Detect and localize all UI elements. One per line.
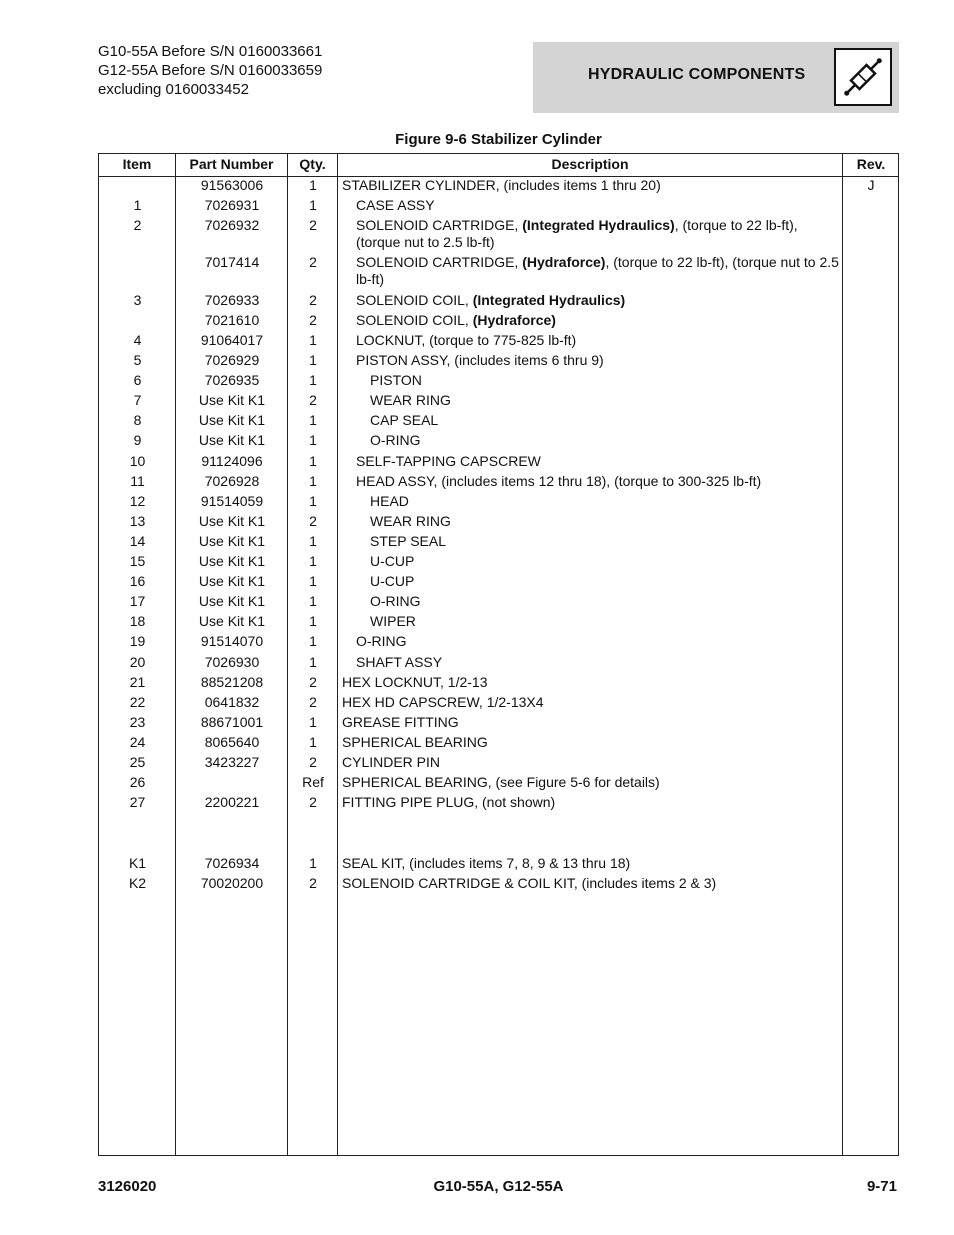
description-cell [342,533,840,550]
part-number-cell: 7021610 [204,312,260,328]
description-text: FITTING PIPE PLUG, (not shown) [342,794,556,810]
item-cell: 14 [129,533,146,549]
item-cell: 21 [129,674,146,690]
description-text: O-RING [370,593,421,609]
description-text: STABILIZER CYLINDER, (includes items 1 thru 20) [342,177,661,193]
item-cell: 26 [129,774,146,790]
description-text: HEX HD CAPSCREW, 1/2-13X4 [342,694,544,710]
qty-cell: 1 [309,453,317,469]
item-cell: 17 [129,593,146,609]
footer-models: G10-55A, G12-55A [433,1178,564,1195]
description-tail-text: , (torque to 22 lb-ft), (torque nut to 2.5 lb-ft) [356,217,798,250]
part-number-cell: Use Kit K1 [198,533,266,549]
item-cell: 2 [133,217,142,233]
item-cell: 9 [133,432,142,448]
qty-cell: 2 [309,513,317,529]
column-divider [842,154,843,1155]
parts-table [98,153,899,1156]
description-cell [342,332,840,349]
item-cell: 22 [129,694,146,710]
description-text: PISTON [370,372,422,388]
description-cell [342,754,840,771]
description-cell [342,352,840,369]
description-text: SPHERICAL BEARING [342,734,488,750]
part-number-cell: 8065640 [204,734,260,750]
header-item: Item [122,156,152,172]
item-cell: 25 [129,754,146,770]
part-number-cell: 70020200 [200,875,264,891]
description-text: HEX LOCKNUT, 1/2-13 [342,674,488,690]
description-tail-text: , (torque to 22 lb-ft), (torque nut to 2.5 lb-ft) [356,254,839,287]
hydraulic-cylinder-icon-graphic [836,50,890,104]
qty-cell: 2 [309,392,317,408]
item-cell: 20 [129,654,146,670]
description-text: SOLENOID CARTRIDGE, [356,217,523,233]
item-cell: 13 [129,513,146,529]
description-text: CASE ASSY [356,197,435,213]
model-line: G10-55A Before S/N 0160033661 [98,43,323,60]
item-cell: 4 [133,332,142,348]
footer-document-number: 3126020 [98,1178,157,1195]
description-text: U-CUP [370,553,415,569]
part-number-cell: 7026931 [204,197,260,213]
qty-cell: 1 [309,493,317,509]
description-text: SEAL KIT, (includes items 7, 8, 9 & 13 thru 18) [342,855,631,871]
qty-cell: 2 [309,292,317,308]
description-cell [342,197,840,214]
part-number-cell: 7026930 [204,654,260,670]
part-number-cell: 91563006 [200,177,264,193]
part-number-cell: Use Kit K1 [198,412,266,428]
header-description: Description [551,156,629,172]
description-text: HEAD ASSY, (includes items 12 thru 18), (torque to 300-325 lb-ft) [356,473,762,489]
part-number-cell: 2200221 [204,794,260,810]
qty-cell: 1 [309,177,317,193]
qty-cell: 1 [309,633,317,649]
qty-cell: 1 [309,734,317,750]
item-cell: 7 [133,392,142,408]
description-text: WEAR RING [370,513,451,529]
part-number-cell: 7026935 [204,372,260,388]
description-cell [342,855,840,872]
qty-cell: 2 [309,254,317,270]
qty-cell: 2 [309,875,317,891]
description-text: U-CUP [370,573,415,589]
item-cell: 11 [130,473,145,489]
qty-cell: 1 [309,593,317,609]
qty-cell: 1 [309,473,317,489]
qty-cell: 1 [309,613,317,629]
hydraulic-cylinder-icon [834,48,892,106]
description-text: LOCKNUT, (torque to 775-825 lb-ft) [356,332,577,348]
qty-cell: 2 [309,754,317,770]
item-cell: 19 [129,633,146,649]
description-cell [342,553,840,570]
section-title: HYDRAULIC COMPONENTS [588,66,806,83]
part-number-cell: 7026928 [204,473,260,489]
description-cell [342,774,840,791]
description-cell [342,392,840,409]
qty-cell: 1 [309,352,317,368]
item-cell: K2 [128,875,147,891]
qty-cell: 2 [309,312,317,328]
item-cell: 1 [133,197,142,213]
part-number-cell: 7017414 [204,254,260,270]
description-cell [342,473,840,490]
qty-cell: 1 [309,332,317,348]
description-cell [342,453,840,470]
rev-cell: J [867,177,875,193]
description-text: WEAR RING [370,392,451,408]
item-cell: 5 [133,352,142,368]
part-number-cell: 91514059 [200,493,264,509]
description-text: CAP SEAL [370,412,439,428]
model-applicability [98,42,322,99]
part-number-cell: 91514070 [200,633,264,649]
description-cell [342,794,840,811]
qty-cell: 1 [309,412,317,428]
description-cell [342,674,840,691]
description-cell [342,312,840,329]
description-cell [342,654,840,671]
part-number-cell: Use Kit K1 [198,392,266,408]
qty-cell: 1 [309,714,317,730]
description-bold-text: (Integrated Hydraulics) [522,217,675,233]
qty-cell: 2 [309,794,317,810]
description-cell [342,254,840,288]
description-text: PISTON ASSY, (includes items 6 thru 9) [356,352,604,368]
qty-cell: 1 [309,197,317,213]
part-number-cell: Use Kit K1 [198,573,266,589]
part-number-cell: 7026934 [204,855,260,871]
qty-cell: 1 [309,432,317,448]
model-line: excluding 0160033452 [98,81,249,98]
description-cell [342,734,840,751]
qty-cell: 1 [309,372,317,388]
qty-cell: 2 [309,674,317,690]
part-number-cell: Use Kit K1 [198,513,266,529]
description-text: SOLENOID COIL, [356,292,473,308]
description-text: SOLENOID CARTRIDGE & COIL KIT, (includes items 2 & 3) [342,875,717,891]
description-cell [342,513,840,530]
item-cell: 6 [133,372,142,388]
description-text: SELF-TAPPING CAPSCREW [356,453,541,469]
description-cell [342,412,840,429]
description-cell [342,633,840,650]
item-cell: 23 [129,714,146,730]
description-cell [342,714,840,731]
part-number-cell: 91064017 [200,332,264,348]
item-cell: 16 [129,573,146,589]
description-cell [342,372,840,389]
part-number-cell: Use Kit K1 [198,593,266,609]
qty-cell: 1 [309,553,317,569]
description-cell [342,493,840,510]
description-text: CYLINDER PIN [342,754,441,770]
description-bold-text: (Hydraforce) [522,254,606,270]
description-cell [342,573,840,590]
description-cell [342,432,840,449]
description-text: SOLENOID CARTRIDGE, [356,254,523,270]
qty-cell: 1 [309,855,317,871]
qty-cell: 2 [309,217,317,233]
item-cell: 12 [129,493,146,509]
item-cell: 27 [129,794,146,810]
item-cell: 10 [129,453,146,469]
header-qty: Qty. [299,156,326,172]
part-number-cell: 91124096 [201,453,263,469]
item-cell: 8 [133,412,142,428]
header-part-number: Part Number [189,156,274,172]
description-cell [342,217,840,251]
part-number-cell: 88671001 [200,714,264,730]
part-number-cell: 0641832 [204,694,260,710]
item-cell: K1 [128,855,147,871]
figure-title: Figure 9-6 Stabilizer Cylinder [395,131,602,148]
description-text: O-RING [370,432,421,448]
part-number-cell: 88521208 [200,674,264,690]
model-line: G12-55A Before S/N 0160033659 [98,62,323,79]
description-bold-text: (Hydraforce) [472,312,556,328]
header-rev: Rev. [856,156,886,172]
footer-page-number: 9-71 [866,1178,897,1195]
description-text: HEAD [370,493,409,509]
item-cell: 3 [133,292,142,308]
description-cell [342,177,840,194]
description-cell [342,593,840,610]
description-text: GREASE FITTING [342,714,459,730]
part-number-cell: 7026932 [204,217,260,233]
item-cell: 15 [129,553,146,569]
description-bold-text: (Integrated Hydraulics) [472,292,626,308]
description-text: SOLENOID COIL, [356,312,473,328]
part-number-cell: 7026929 [204,352,260,368]
part-number-cell: Use Kit K1 [198,613,266,629]
item-cell: 24 [129,734,146,750]
qty-cell: 2 [309,694,317,710]
description-text: O-RING [356,633,407,649]
description-cell [342,875,840,892]
qty-cell: Ref [302,774,324,790]
part-number-cell: Use Kit K1 [198,553,266,569]
part-number-cell: 3423227 [204,754,260,770]
part-number-cell: 7026933 [204,292,260,308]
description-text: SHAFT ASSY [356,654,443,670]
description-text: WIPER [370,613,416,629]
qty-cell: 1 [309,654,317,670]
description-cell [342,292,840,309]
part-number-cell: Use Kit K1 [198,432,266,448]
description-text: STEP SEAL [370,533,447,549]
qty-cell: 1 [309,533,317,549]
description-text: SPHERICAL BEARING, (see Figure 5-6 for details) [342,774,660,790]
description-cell [342,613,840,630]
item-cell: 18 [129,613,146,629]
section-header-box [533,42,899,113]
qty-cell: 1 [309,573,317,589]
description-cell [342,694,840,711]
